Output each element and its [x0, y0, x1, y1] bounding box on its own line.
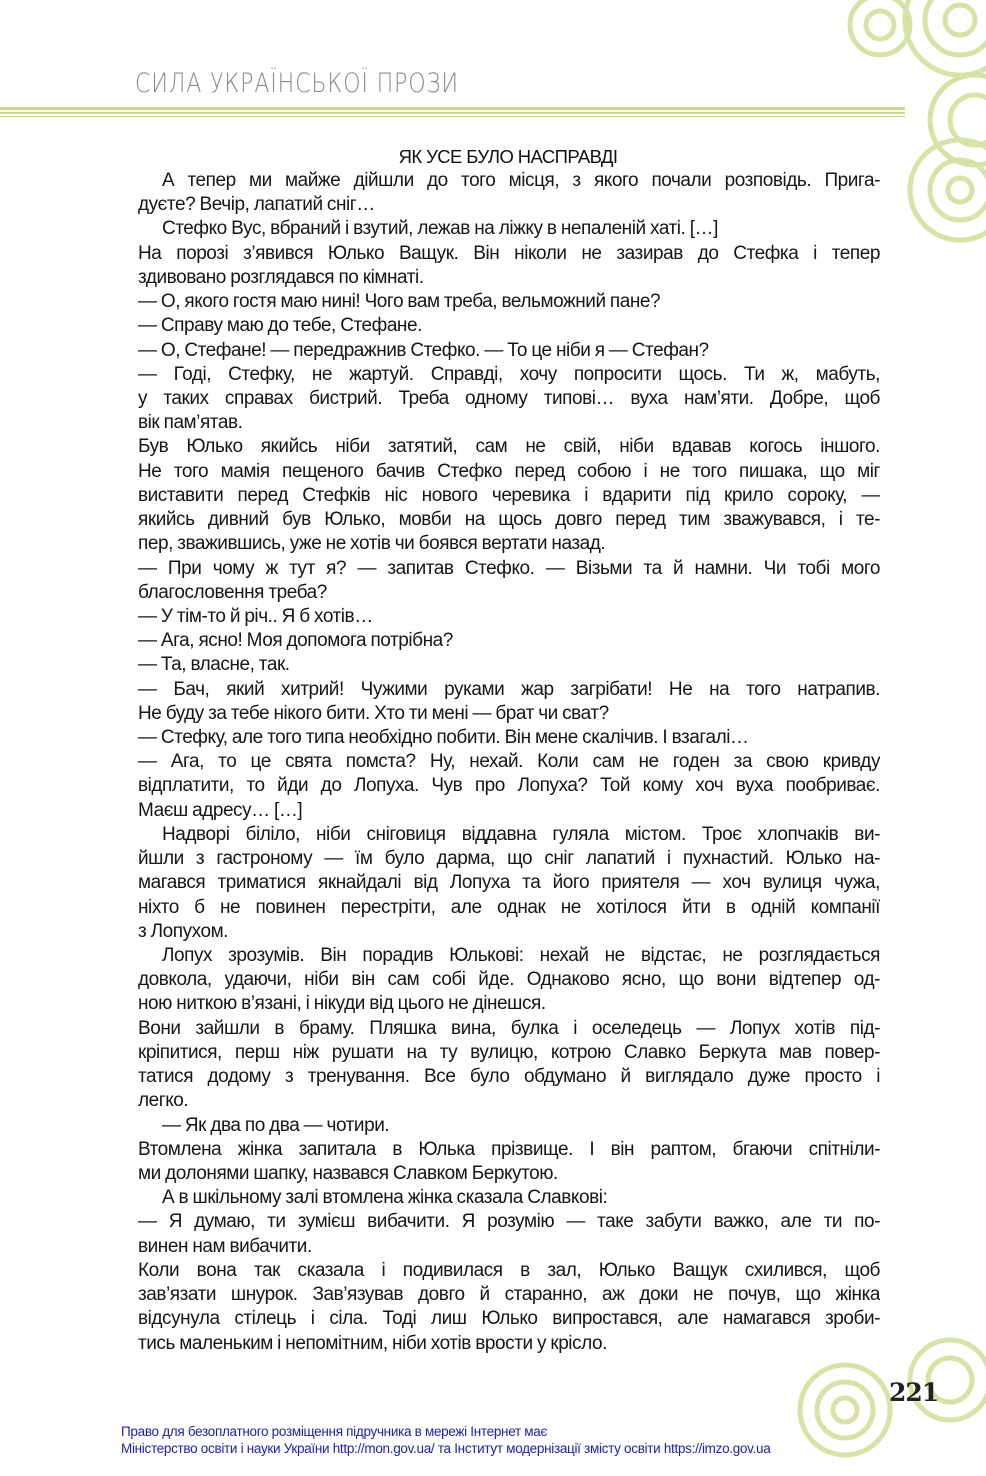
text-line: А тепер ми майже дійшли до того місця, з якого почали розповідь. Прига- [162, 170, 880, 191]
text-line: Не буду за тебе нікого бити. Хто ти мені — брат чи сват? [138, 702, 609, 724]
text-line: А в шкільному залі втомлена жінка сказала Славкові: [162, 1187, 608, 1209]
text-line: відсунула стілець і сіла. Тоді лиш Юлько випростався, але намагався зроби- [138, 1308, 880, 1330]
text-line: кріпитися, перш ніж рушати на ту вулицю, котрою Славко Беркута мав повер- [138, 1041, 880, 1063]
text-line: Маєш адресу… […] [138, 799, 303, 821]
text-line: — Та, власне, так. [138, 654, 290, 676]
text-line: дуєте? Вечір, лапатий сніг… [138, 194, 375, 216]
text-line: благословення треба? [138, 581, 327, 603]
text-line: ною ниткою в’язані, і нікуди від цього не дінешся. [138, 993, 546, 1015]
text-line: пер, зважившись, уже не хотів чи боявся вертати назад. [138, 533, 606, 555]
story-text [138, 169, 880, 1356]
footer-line: Право для безоплатного розміщення підручника в мережі Інтернет має [121, 1424, 548, 1439]
text-line: виставити перед Стефків ніс нового черевика і вдарити під крило сороку, — [138, 484, 880, 506]
text-line: — Бач, який хитрий! Чужими руками жар загрібати! Не на того натрапив. [138, 678, 880, 700]
text-line: у таких справах бистрий. Треба одному типові… вуха нам’яти. Добре, щоб [138, 387, 880, 409]
text-line: Коли вона так сказала і подивилася в зал, Юлько Ващук схилився, щоб [138, 1259, 880, 1281]
text-line: тись маленьким і непомітним, ніби хотів врости у крісло. [138, 1332, 607, 1354]
text-line: Надворі біліло, ніби сніговиця віддавна гуляла містом. Троє хлопчаків ви- [162, 823, 880, 845]
text-line: ніхто б не повинен перестріти, але однак не хотілося йти в одній компанії [138, 896, 880, 918]
footer-line: Міністерство освіти і науки України http://mon.gov.ua/ та Інститут модернізації змісту освіти https://imzo.gov.ua [121, 1441, 771, 1456]
text-line: Стефко Вус, вбраний і взутий, лежав на ліжку в непаленій хаті. […] [162, 218, 718, 240]
header-rule [0, 116, 905, 117]
text-line: Був Юлько якийсь ніби затятий, сам не свій, ніби вдавав когось іншого. [138, 436, 880, 458]
header-rule [0, 107, 905, 110]
text-line: довкола, удаючи, ніби він сам собі йде. Однаково ясно, що вони відтепер од- [138, 969, 880, 991]
footer-notice [121, 1423, 770, 1457]
text-line: На порозі з’явився Юлько Ващук. Він ніколи не зазирав до Стефка і тепер [138, 242, 880, 264]
header-rule [0, 112, 905, 114]
section-title: СИЛА УКРАЇНСЬКОЇ ПРОЗИ [135, 68, 459, 99]
page-number: 221 [889, 1378, 939, 1407]
text-line: — Ага, то це свята помста? Ну, нехай. Коли сам не годен за свою кривду [138, 751, 880, 773]
text-line: легко. [138, 1090, 189, 1112]
text-line: Вони зайшли в браму. Пляшка вина, булка і оселедець — Лопух хотів під- [138, 1017, 880, 1039]
text-line: Не того мамія пещеного бачив Стефко перед собою і не того пишака, що міг [138, 460, 880, 482]
text-line: здивовано розглядався по кімнаті. [138, 266, 424, 288]
text-line: — О, якого гостя маю нині! Чого вам треба, вельможний пане? [138, 291, 661, 313]
text-line: якийсь дивний був Юлько, мовби на щось довго перед тим зважувався, і те- [138, 509, 880, 531]
text-line: Втомлена жінка запитала в Юлька прізвище. І він раптом, бгаючи спітніли- [138, 1138, 880, 1160]
text-line: йшли з гастроному — їм було дарма, що сніг лапатий і пухнастий. Юлько на- [138, 848, 880, 870]
text-line: — При чому ж тут я? — запитав Стефко. — Візьми та й намни. Чи тобі мого [138, 557, 880, 579]
text-line: — Ага, ясно! Моя допомога потрібна? [138, 630, 453, 652]
text-line: — У тім-то й річ.. Я б хотів… [138, 605, 373, 627]
text-line: — Стефку, але того типа необхідно побити. Він мене скалічив. І взагалі… [138, 727, 749, 749]
text-line: ми долонями шапку, назвався Славком Беркутою. [138, 1162, 558, 1184]
text-line: — Як два по два — чотири. [162, 1114, 390, 1136]
text-line: — Я думаю, ти зумієш вибачити. Я розумію — таке забути важко, але ти по- [138, 1211, 880, 1233]
text-line: — О, Стефане! — передражнив Стефко. — То це ніби я — Стефан? [138, 339, 709, 361]
text-line: зав’язати шнурок. Зав’язував довго й старанно, аж доки не почув, що жінка [138, 1284, 880, 1306]
story-title: ЯК УСЕ БУЛО НАСПРАВДІ [398, 146, 618, 167]
text-line: відплатити, то йди до Лопуха. Чув про Лопуха? Той кому хоч вуха пообриває. [138, 775, 880, 797]
text-line: вік пам’ятав. [138, 412, 243, 434]
text-line: з Лопухом. [138, 920, 229, 942]
text-line: — Годі, Стефку, не жартуй. Справді, хочу попросити щось. Ти ж, мабуть, [138, 363, 880, 385]
text-line: винен нам вибачити. [138, 1235, 312, 1257]
text-line: Лопух зрозумів. Він порадив Юлькові: нехай не відстає, не розглядається [162, 945, 880, 966]
text-line: — Справу маю до тебе, Стефане. [138, 315, 422, 337]
text-line: магався триматися якнайдалі від Лопуха та його приятеля — хоч вулиця чужа, [138, 872, 880, 894]
text-line: татися додому з тренування. Все було обдумано й виглядало дуже просто і [138, 1066, 880, 1088]
